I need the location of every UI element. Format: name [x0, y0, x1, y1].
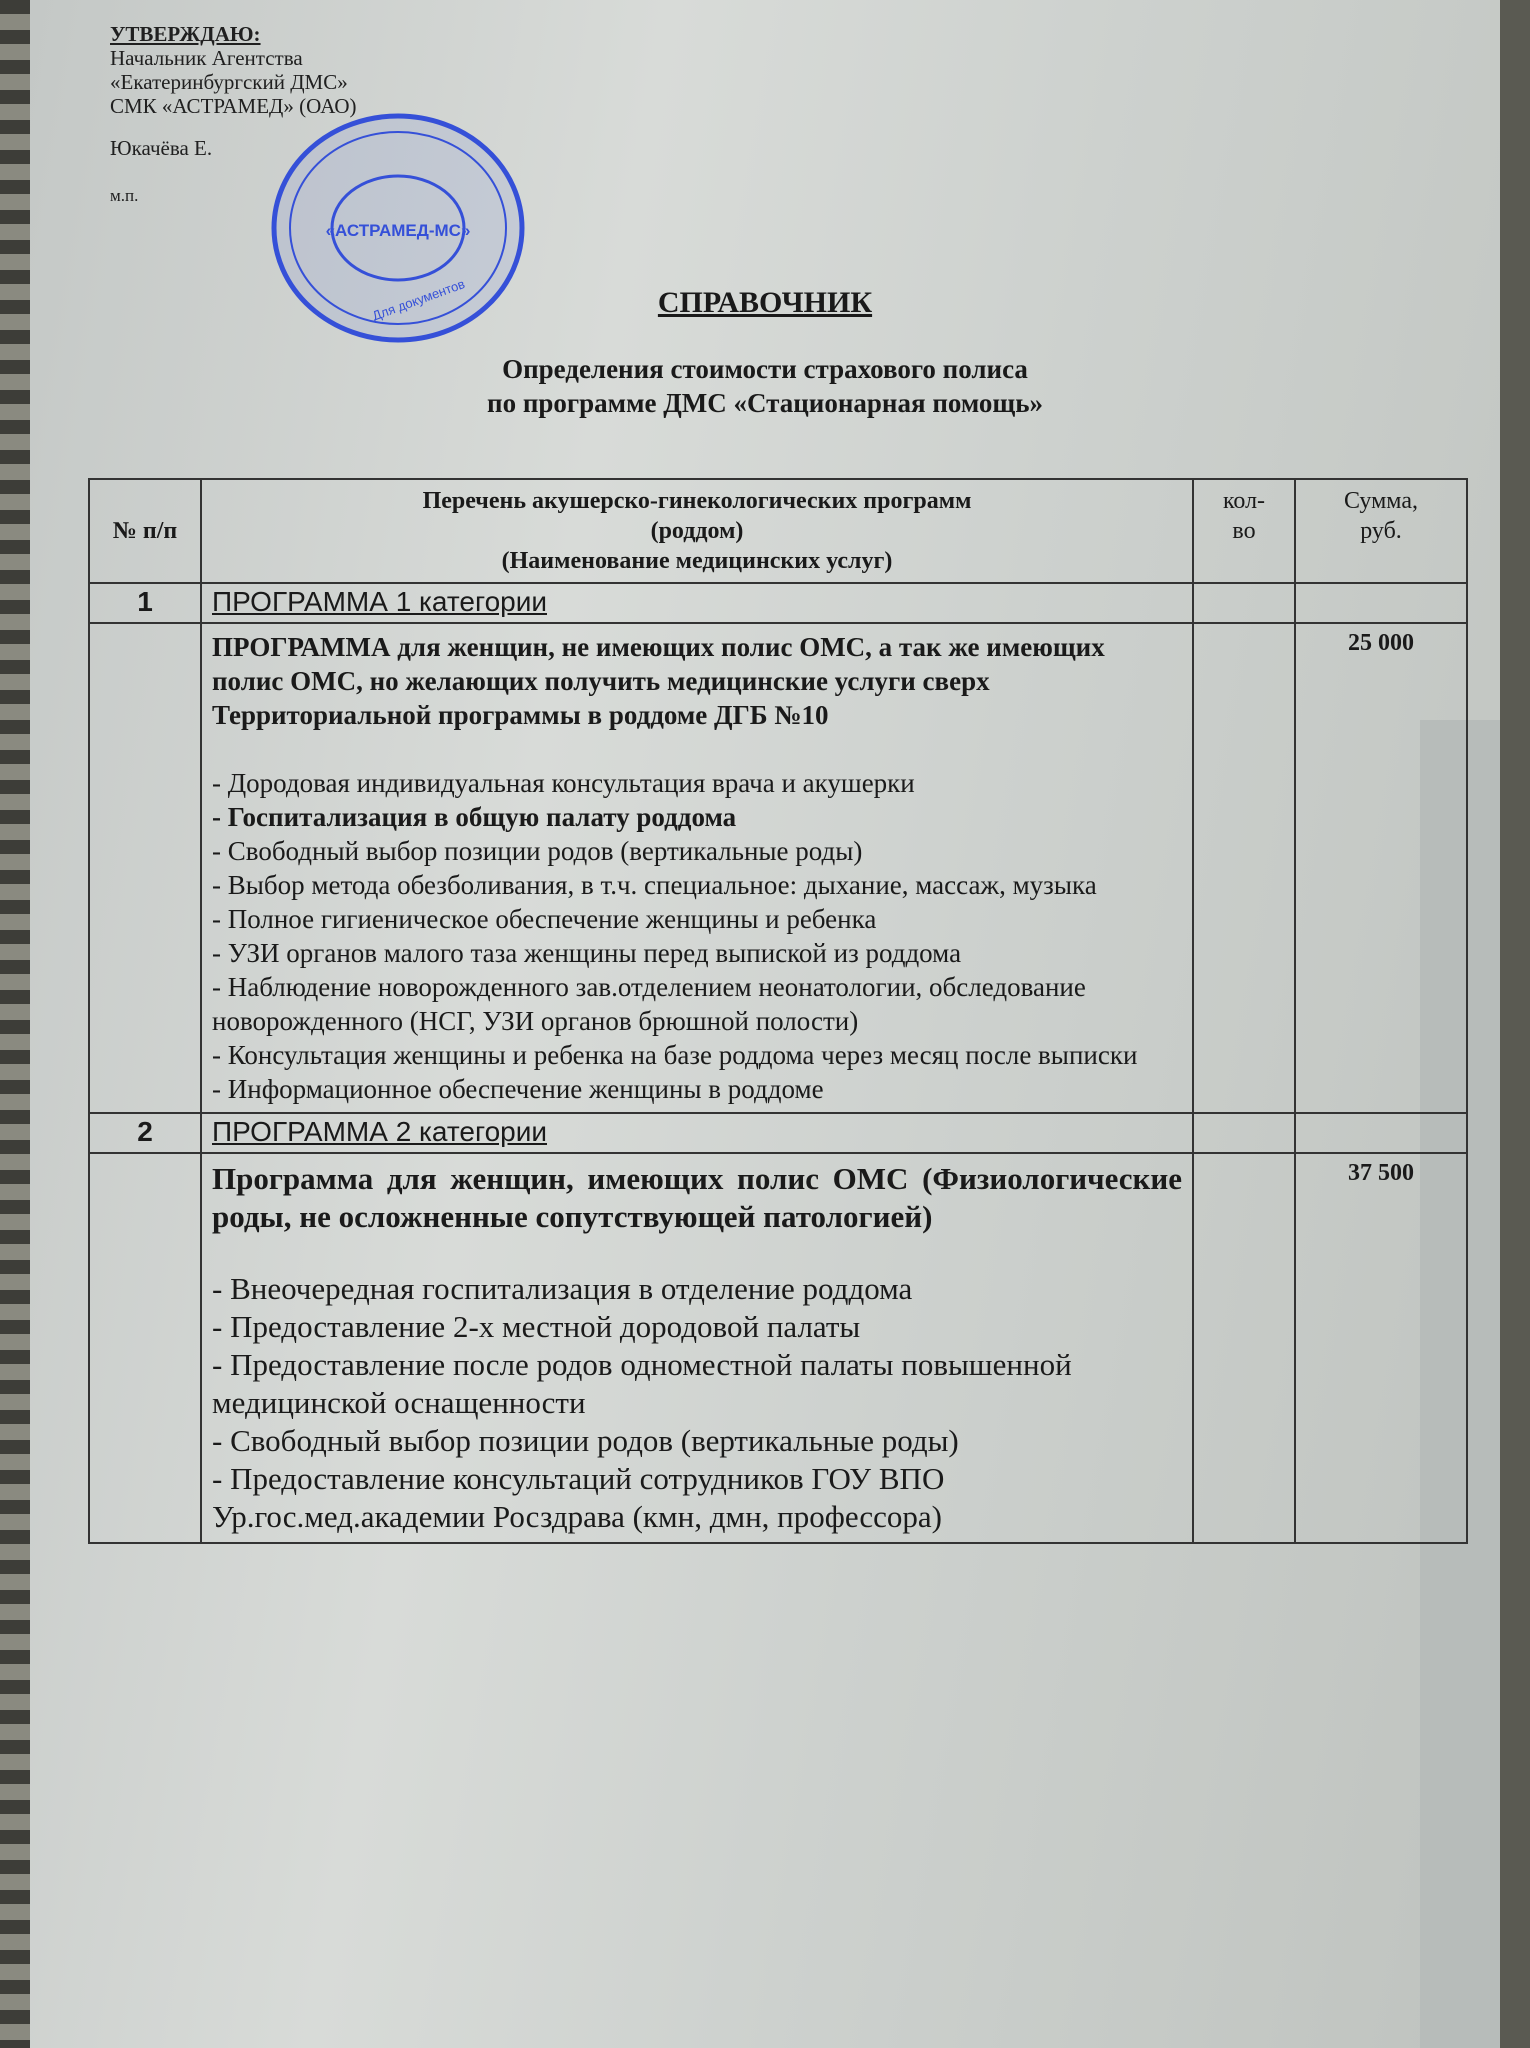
stamp-center-text: «АСТРАМЕД-МС»: [325, 221, 471, 240]
subtitle-line-2: по программе ДМС «Стационарная помощь»: [487, 388, 1043, 418]
program-2-num: 2: [89, 1113, 201, 1153]
header-sum-line-2: руб.: [1360, 518, 1402, 544]
program-2-detail-row: [89, 1153, 1467, 1543]
program-1-item: - Консультация женщины и ребенка на базе роддома через месяц после выписки: [212, 1040, 1138, 1070]
program-2-item: - Свободный выбор позиции родов (вертикальные роды): [212, 1423, 959, 1458]
approval-heading: УТВЕРЖДАЮ:: [110, 22, 261, 46]
header-list-line-3: (Наименование медицинских услуг): [501, 548, 893, 574]
program-2-item: - Предоставление консультаций сотрудников ГОУ ВПО Ур.гос.мед.академии Росздрава (кмн, дмн, профессора): [212, 1461, 945, 1534]
program-1-item: - Наблюдение новорожденного зав.отделением неонатологии, обследование новорожденного (НСГ, УЗИ органов брюшной полости): [212, 972, 1086, 1036]
approval-line-3: СМК «АСТРАМЕД» (ОАО): [110, 94, 357, 118]
program-1-detail-num: [89, 623, 201, 1113]
program-1-item: - Информационное обеспечение женщины в роддоме: [212, 1074, 824, 1104]
program-2-items: [212, 1270, 1182, 1536]
header-qty-line-2: во: [1232, 518, 1256, 544]
program-1-detail-qty: [1193, 623, 1295, 1113]
program-2-sum-empty: [1295, 1113, 1467, 1153]
program-1-item: - Свободный выбор позиции родов (вертикальные роды): [212, 836, 863, 866]
program-1-name: ПРОГРАММА 1 категории: [201, 583, 1193, 623]
program-1-item: - Выбор метода обезболивания, в т.ч. специальное: дыхание, массаж, музыка: [212, 870, 1097, 900]
header-qty-line-1: кол-: [1222, 488, 1266, 514]
subtitle-line-1: Определения стоимости страхового полиса: [502, 354, 1028, 384]
program-1-item: - Дородовая индивидуальная консультация врача и акушерки: [212, 768, 915, 798]
program-1-qty: [1193, 583, 1295, 623]
program-2-name: ПРОГРАММА 2 категории: [201, 1113, 1193, 1153]
program-1-sum: 25 000: [1295, 623, 1467, 1113]
program-2-detail-num: [89, 1153, 201, 1543]
program-2-sum: 37 500: [1295, 1153, 1467, 1543]
program-1-items: [212, 766, 1182, 1106]
program-2-row: [89, 1113, 1467, 1153]
program-1-sum-empty: [1295, 583, 1467, 623]
header-sum-line-1: Сумма,: [1344, 488, 1418, 514]
program-1-num: 1: [89, 583, 201, 623]
approval-line-2: «Екатеринбургский ДМС»: [110, 70, 348, 94]
table-header-row: [89, 479, 1467, 583]
approval-line-1: Начальник Агентства: [110, 46, 303, 70]
program-1-detail-row: [89, 623, 1467, 1113]
program-1-row: [89, 583, 1467, 623]
program-2-item: - Предоставление 2-х местной дородовой палаты: [212, 1309, 861, 1344]
program-1-description: [201, 623, 1193, 1113]
program-2-description: [201, 1153, 1193, 1543]
header-list: [201, 479, 1193, 583]
header-list-line-2: (роддом): [650, 518, 744, 544]
program-2-detail-qty: [1193, 1153, 1295, 1543]
header-sum: [1295, 479, 1467, 583]
program-2-item: - Предоставление после родов одноместной палаты повышенной медицинской оснащенности: [212, 1347, 1072, 1420]
program-2-lead: Программа для женщин, имеющих полис ОМС (Физиологические роды, не осложненные сопутствующей патологией): [212, 1161, 1182, 1234]
program-2-item: - Внеочередная госпитализация в отделение роддома: [212, 1271, 913, 1306]
document-subtitle: [0, 352, 1530, 420]
approval-signature: Юкачёва Е.: [110, 136, 213, 160]
stamp-ring-text: Для документов: [370, 276, 467, 324]
header-list-line-1: Перечень акушерско-гинекологических программ: [422, 488, 972, 514]
program-1-item: - Полное гигиеническое обеспечение женщины и ребенка: [212, 904, 877, 934]
program-2-qty: [1193, 1113, 1295, 1153]
header-qty: [1193, 479, 1295, 583]
price-table: [88, 478, 1468, 1544]
header-num: № п/п: [89, 479, 201, 583]
program-1-item: - Госпитализация в общую палату роддома: [212, 802, 737, 832]
approval-mp: м.п.: [110, 186, 139, 205]
program-1-lead: ПРОГРАММА для женщин, не имеющих полис ОМС, а так же имеющих полис ОМС, но желающих получить медицинские услуги сверх Территориальной программы в роддоме ДГБ №10: [212, 632, 1105, 730]
document-title: СПРАВОЧНИК: [657, 286, 873, 319]
program-1-item: - УЗИ органов малого таза женщины перед выпиской из роддома: [212, 938, 962, 968]
